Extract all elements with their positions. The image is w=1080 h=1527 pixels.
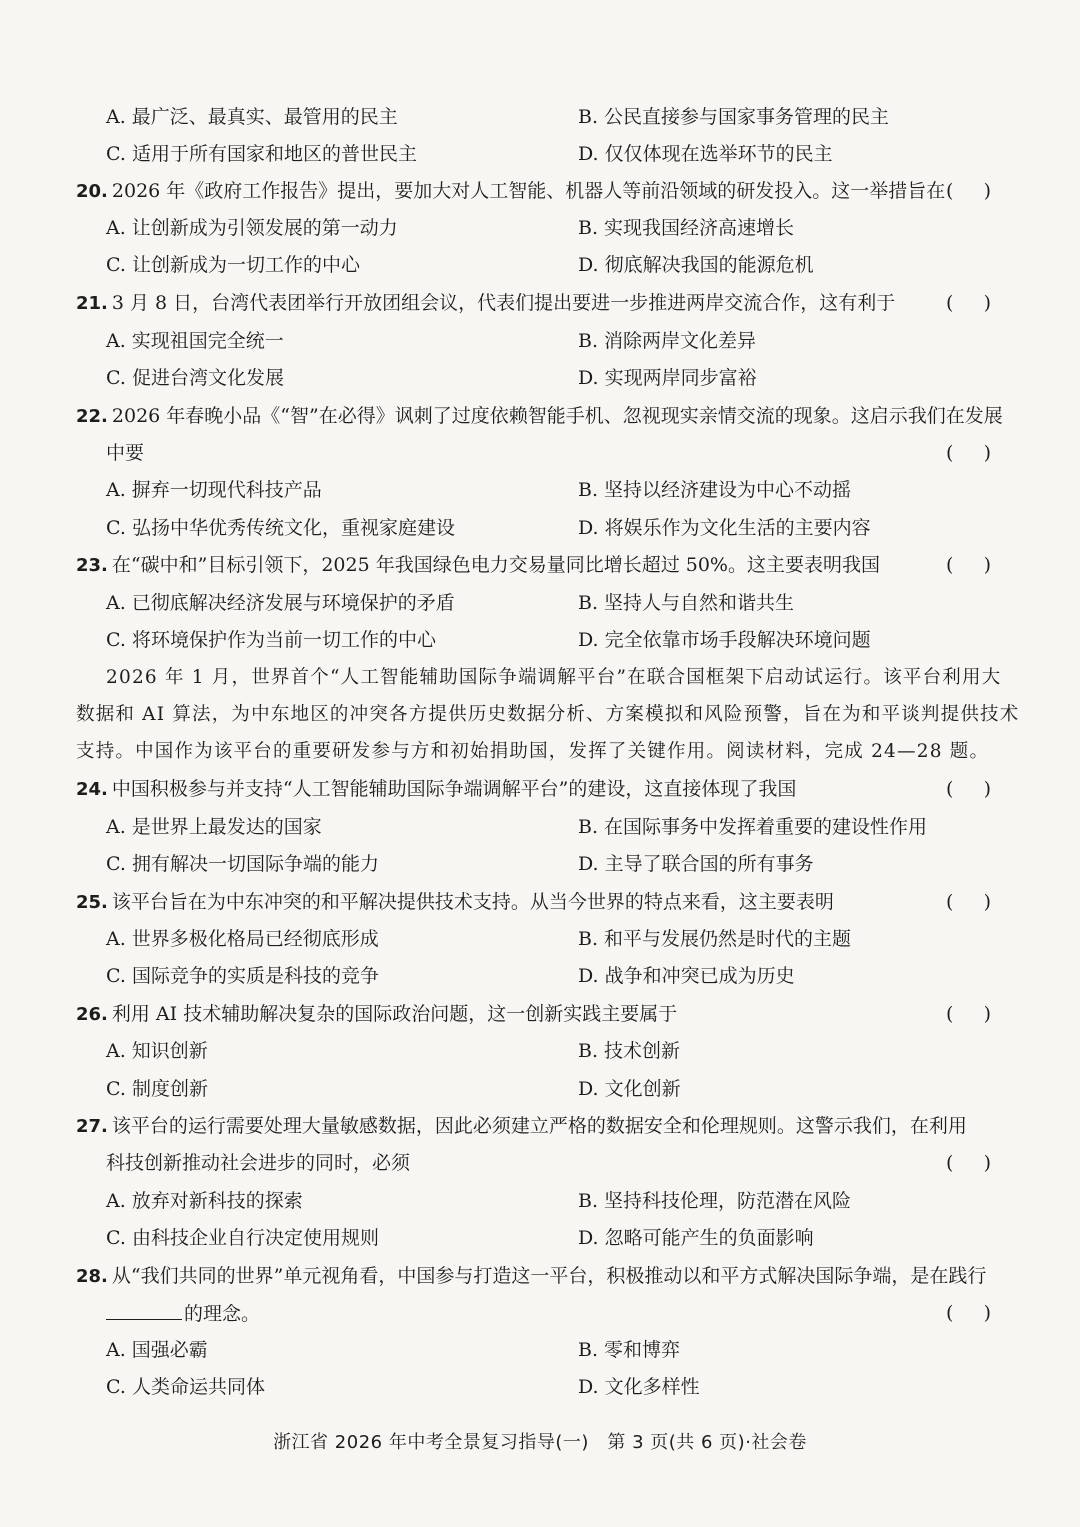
q21-option-a: A. 实现祖国完全统一 (106, 330, 284, 352)
q28-option-b: B. 零和博弈 (578, 1339, 681, 1361)
q26-option-c: C. 制度创新 (106, 1078, 208, 1100)
q28-number: 28. (76, 1266, 108, 1287)
material-line-1: 2026 年 1 月，世界首个“人工智能辅助国际争端调解平台”在联合国框架下启动试运行。该平台利用大 (106, 667, 1002, 688)
q26-option-d: D. 文化创新 (578, 1078, 681, 1100)
q21-stem-row (0, 285, 1080, 321)
q27-row-ab (0, 1183, 1080, 1219)
q22-option-d: D. 将娱乐作为文化生活的主要内容 (578, 517, 871, 539)
q20-answer-paren: ( ) (946, 180, 992, 202)
q21-stem: 3 月 8 日，台湾代表团举行开放团组会议，代表们提出要进一步推进两岸交流合作，这有利于 (111, 292, 896, 314)
q21-number: 21. (76, 293, 108, 314)
q27-option-d: D. 忽略可能产生的负面影响 (578, 1227, 814, 1249)
q26-number: 26. (76, 1004, 108, 1025)
q28-stem: 从“我们共同的世界”单元视角看，中国参与打造这一平台，积极推动以和平方式解决国际争端，是在践行 (111, 1265, 987, 1287)
q22-stem-continued: 中要 (106, 442, 145, 464)
q25-option-c: C. 国际竞争的实质是科技的竞争 (106, 965, 379, 987)
q22-option-b: B. 坚持以经济建设为中心不动摇 (578, 479, 852, 501)
q20-number: 20. (76, 181, 108, 202)
q20-stem: 2026 年《政府工作报告》提出，要加大对人工智能、机器人等前沿领域的研发投入。这一举措旨在 (111, 180, 946, 202)
q26-answer-paren: ( ) (946, 1003, 992, 1025)
q24-row-ab (0, 809, 1080, 845)
q25-row-cd (0, 958, 1080, 994)
q28-option-c: C. 人类命运共同体 (106, 1376, 265, 1398)
q24-option-c: C. 拥有解决一切国际争端的能力 (106, 853, 379, 875)
q19-option-b: B. 公民直接参与国家事务管理的民主 (578, 106, 890, 128)
q28-option-d: D. 文化多样性 (578, 1376, 700, 1398)
q20-option-c: C. 让创新成为一切工作的中心 (106, 254, 360, 276)
q24-option-b: B. 在国际事务中发挥着重要的建设性作用 (578, 816, 928, 838)
q23-row-cd (0, 622, 1080, 658)
q25-number: 25. (76, 892, 108, 913)
q20-option-b: B. 实现我国经济高速增长 (578, 217, 795, 239)
q19-row-cd (0, 136, 1080, 172)
q25-answer-paren: ( ) (946, 891, 992, 913)
q19-option-d: D. 仅仅体现在选举环节的民主 (578, 143, 833, 165)
q28-answer-paren: ( ) (946, 1302, 992, 1324)
q27-number: 27. (76, 1116, 108, 1137)
q27-stem-row-2 (0, 1145, 1080, 1181)
q21-option-d: D. 实现两岸同步富裕 (578, 367, 757, 389)
q20-stem-row (0, 173, 1080, 209)
q22-row-ab (0, 472, 1080, 508)
q26-stem: 利用 AI 技术辅助解决复杂的国际政治问题，这一创新实践主要属于 (111, 1003, 678, 1025)
material-row-2 (0, 697, 1080, 733)
q28-stem-row (0, 1258, 1080, 1294)
q27-answer-paren: ( ) (946, 1152, 992, 1174)
q24-number: 24. (76, 779, 108, 800)
q27-option-c: C. 由科技企业自行决定使用规则 (106, 1227, 379, 1249)
q23-number: 23. (76, 555, 108, 576)
q27-row-cd (0, 1220, 1080, 1256)
q21-row-cd (0, 360, 1080, 396)
q26-stem-row (0, 996, 1080, 1032)
q27-option-a: A. 放弃对新科技的探索 (106, 1190, 303, 1212)
q22-stem-row (0, 398, 1080, 434)
q22-option-c: C. 弘扬中华优秀传统文化，重视家庭建设 (106, 517, 455, 539)
q27-option-b: B. 坚持科技伦理，防范潜在风险 (578, 1190, 852, 1212)
q24-row-cd (0, 846, 1080, 882)
q23-stem: 在“碳中和”目标引领下，2025 年我国绿色电力交易量同比增长超过 50%。这主要表明我国 (111, 554, 880, 576)
q21-answer-paren: ( ) (946, 292, 992, 314)
q21-option-c: C. 促进台湾文化发展 (106, 367, 284, 389)
q20-row-ab (0, 210, 1080, 246)
q19-row-ab (0, 99, 1080, 135)
q21-option-b: B. 消除两岸文化差异 (578, 330, 757, 352)
q23-option-b: B. 坚持人与自然和谐共生 (578, 592, 795, 614)
q19-option-c: C. 适用于所有国家和地区的普世民主 (106, 143, 417, 165)
material-line-2: 数据和 AI 算法，为中东地区的冲突各方提供历史数据分析、方案模拟和风险预警，旨在为和平谈判提供技术 (76, 704, 1020, 725)
q23-option-a: A. 已彻底解决经济发展与环境保护的矛盾 (106, 592, 455, 614)
q28-stem-row-2 (0, 1295, 1080, 1331)
q23-stem-row (0, 547, 1080, 583)
q23-row-ab (0, 585, 1080, 621)
q28-stem-continued: 的理念。 (184, 1303, 261, 1325)
q24-answer-paren: ( ) (946, 778, 992, 800)
q24-option-a: A. 是世界上最发达的国家 (106, 816, 322, 838)
q20-row-cd (0, 247, 1080, 283)
q20-option-a: A. 让创新成为引领发展的第一动力 (106, 217, 398, 239)
q24-option-d: D. 主导了联合国的所有事务 (578, 853, 814, 875)
q25-stem: 该平台旨在为中东冲突的和平解决提供技术支持。从当今世界的特点来看，这主要表明 (111, 891, 834, 913)
q23-answer-paren: ( ) (946, 554, 992, 576)
material-row-1 (0, 660, 1080, 696)
q25-stem-row (0, 884, 1080, 920)
material-line-3: 支持。中国作为该平台的重要研发参与方和初始捐助国，发挥了关键作用。阅读材料，完成 24—28 题。 (76, 741, 990, 762)
q21-row-ab (0, 323, 1080, 359)
q27-stem: 该平台的运行需要处理大量敏感数据，因此必须建立严格的数据安全和伦理规则。这警示我们，在利用 (111, 1115, 967, 1137)
q26-row-cd (0, 1071, 1080, 1107)
q25-row-ab (0, 921, 1080, 957)
q26-option-a: A. 知识创新 (106, 1040, 208, 1062)
q26-row-ab (0, 1033, 1080, 1069)
q27-stem-row (0, 1108, 1080, 1144)
q20-option-d: D. 彻底解决我国的能源危机 (578, 254, 814, 276)
q27-stem-continued: 科技创新推动社会进步的同时，必须 (106, 1152, 411, 1174)
q28-fill-blank[interactable] (106, 1295, 182, 1320)
q23-option-c: C. 将环境保护作为当前一切工作的中心 (106, 629, 436, 651)
q25-option-a: A. 世界多极化格局已经彻底形成 (106, 928, 379, 950)
q24-stem: 中国积极参与并支持“人工智能辅助国际争端调解平台”的建设，这直接体现了我国 (111, 778, 797, 800)
q28-row-cd (0, 1369, 1080, 1405)
q28-option-a: A. 国强必霸 (106, 1339, 208, 1361)
page-footer: 浙江省 2026 年中考全景复习指导(一) 第 3 页(共 6 页)·社会卷 (273, 1432, 807, 1453)
q22-row-cd (0, 510, 1080, 546)
q24-stem-row (0, 771, 1080, 807)
q23-option-d: D. 完全依靠市场手段解决环境问题 (578, 629, 871, 651)
q25-option-d: D. 战争和冲突已成为历史 (578, 965, 795, 987)
material-row-3 (0, 734, 1080, 770)
q22-number: 22. (76, 406, 108, 427)
q22-stem-row-2 (0, 435, 1080, 471)
q25-option-b: B. 和平与发展仍然是时代的主题 (578, 928, 852, 950)
q22-stem: 2026 年春晚小品《“智”在必得》讽刺了过度依赖智能手机、忽视现实亲情交流的现象。这启示我们在发展 (111, 405, 1003, 427)
q19-option-a: A. 最广泛、最真实、最管用的民主 (106, 106, 398, 128)
q22-answer-paren: ( ) (946, 442, 992, 464)
q26-option-b: B. 技术创新 (578, 1040, 681, 1062)
q22-option-a: A. 摒弃一切现代科技产品 (106, 479, 322, 501)
q28-row-ab (0, 1332, 1080, 1368)
